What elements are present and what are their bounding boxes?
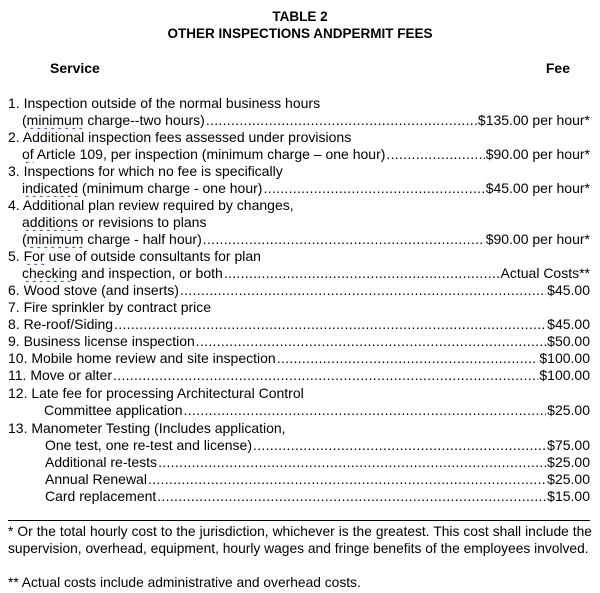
item-13-retests: Additional re-tests ..... $25.00: [8, 454, 590, 471]
leader-dots: [196, 333, 546, 350]
item-4-line-1: 4. Additional plan review required by changes,: [8, 197, 294, 213]
item-7: 7. Fire sprinkler by contract price: [8, 299, 212, 315]
item-13-card-replacement: Card replacement ..... $15.00: [8, 488, 590, 505]
item-10-fee: $100.00: [539, 350, 590, 366]
item-13-renewal-fee: $25.00: [547, 471, 590, 487]
leader-dots: [180, 282, 546, 299]
leader-dots: [386, 146, 484, 163]
item-13-test-license: One test, one re-test and license) ..... $75.00: [8, 437, 590, 454]
leader-dots: [157, 488, 546, 505]
service-column-header: Service: [50, 60, 100, 76]
footnote-hourly-cost: * Or the total hourly cost to the jurisdiction, whichever is the greatest. This cost shall include the supervision, overhead, equipment, hourly wages and fringe benefits of the employees involved.: [8, 524, 592, 556]
leader-dots: [203, 231, 485, 248]
item-1-fee: $135.00 per hour*: [477, 112, 590, 128]
item-13-card-fee: $15.00: [547, 488, 590, 504]
table-number: TABLE 2: [272, 9, 328, 24]
item-1-line-2: (minimum charge--two hours) ..... $135.00 per hour*: [8, 112, 590, 129]
item-4-line-3: (minimum charge - half hour) ..... $90.00 per hour*: [8, 231, 590, 248]
item-10: 10. Mobile home review and site inspection ..... $100.00: [8, 350, 590, 367]
fee-column-header: Fee: [545, 60, 570, 76]
item-2-line-2: of Article 109, per inspection (minimum charge – one hour) ..... $90.00 per hour*: [8, 146, 590, 163]
item-5-fee: Actual Costs**: [500, 265, 590, 281]
leader-dots: [113, 367, 538, 384]
item-13-retests-fee: $25.00: [547, 454, 590, 470]
item-13-annual-renewal: Annual Renewal ..... $25.00: [8, 471, 590, 488]
item-1-line-1: 1. Inspection outside of the normal business hours: [8, 95, 321, 111]
leader-dots: [206, 112, 477, 129]
leader-dots: [224, 265, 500, 282]
item-2-line-1: 2. Additional inspection fees assessed under provisions: [8, 129, 352, 145]
leader-dots: [114, 316, 546, 333]
item-6-fee: $45.00: [547, 282, 590, 298]
item-12-line-2: Committee application ..... $25.00: [8, 402, 590, 419]
item-9-fee: $50.00: [547, 333, 590, 349]
item-12-fee: $25.00: [547, 402, 590, 418]
item-5-line-1: 5. For use of outside consultants for plan: [8, 248, 261, 264]
item-8-fee: $45.00: [547, 316, 590, 332]
item-13-test-fee: $75.00: [547, 437, 590, 453]
item-3-line-1: 3. Inspections for which no fee is specifically: [8, 163, 283, 179]
item-6: 6. Wood stove (and inserts) ..... $45.00: [8, 282, 590, 299]
item-4-line-2: additions or revisions to plans: [22, 214, 207, 230]
item-3-line-2: indicated (minimum charge - one hour) ..... $45.00 per hour*: [8, 180, 590, 197]
leader-dots: [148, 471, 546, 488]
leader-dots: [277, 350, 539, 367]
item-13-line-1: 13. Manometer Testing (Includes application,: [8, 420, 286, 436]
table-title: OTHER INSPECTIONS ANDPERMIT FEES: [167, 26, 433, 41]
item-3-fee: $45.00 per hour*: [485, 180, 590, 196]
item-12-line-1: 12. Late fee for processing Architectural Control: [8, 385, 304, 401]
leader-dots: [184, 402, 547, 419]
item-11: 11. Move or alter ..... $100.00: [8, 367, 590, 384]
leader-dots: [263, 180, 484, 197]
item-4-fee: $90.00 per hour*: [485, 231, 590, 247]
leader-dots: [253, 437, 546, 454]
leader-dots: [158, 454, 546, 471]
item-9: 9. Business license inspection ..... $50.00: [8, 333, 590, 350]
item-2-fee: $90.00 per hour*: [485, 146, 590, 162]
item-11-fee: $100.00: [539, 367, 590, 383]
footnote-divider: [8, 520, 590, 521]
footnote-actual-costs: ** Actual costs include administrative and overhead costs.: [8, 575, 361, 590]
item-5-line-2: checking and inspection, or both ..... Actual Costs**: [8, 265, 590, 282]
item-8: 8. Re-roof/Siding ..... $45.00: [8, 316, 590, 333]
